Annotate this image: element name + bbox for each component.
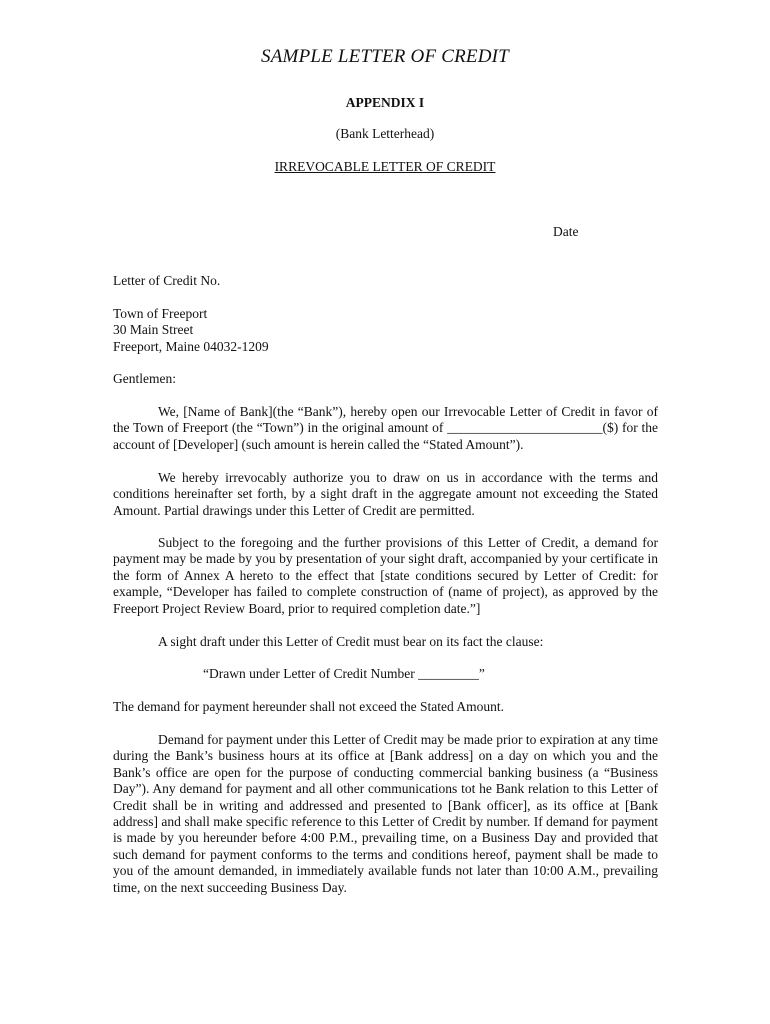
appendix-label: APPENDIX I xyxy=(345,95,425,110)
salutation: Gentlemen: xyxy=(113,371,176,386)
draft-clause: “Drawn under Letter of Credit Number _________” xyxy=(203,666,485,681)
letterhead-placeholder: (Bank Letterhead) xyxy=(335,126,435,141)
letter-heading: IRREVOCABLE LETTER OF CREDIT xyxy=(274,159,496,174)
paragraph-5: The demand for payment hereunder shall not exceed the Stated Amount. xyxy=(113,699,504,714)
date-label: Date xyxy=(553,224,579,239)
paragraph-1: We, [Name of Bank](the “Bank”), hereby open our Irrevocable Letter of Credit in favor of the Town of Freeport (the “Town”) in the original amount of _______________________($) for the account of [Developer] (such amount is herein called the “Stated Amount”). xyxy=(113,404,658,452)
paragraph-3: Subject to the foregoing and the further provisions of this Letter of Credit, a demand for payment may be made by you by presentation of your sight draft, accompanied by your certificate in the form of Annex A hereto to the effect that [state conditions secured by Letter of Credit: for example, “Developer has failed to complete construction of (name of project), as approved by the Freeport Project Review Board, prior to required completion date.”] xyxy=(113,535,658,616)
address-line-3: Freeport, Maine 04032-1209 xyxy=(113,338,269,354)
paragraph-2: We hereby irrevocably authorize you to draw on us in accordance with the terms and conditions hereinafter set forth, by a sight draft in the aggregate amount not exceeding the Stated Amount. Partial drawings under this Letter of Credit are permitted. xyxy=(113,470,658,518)
address-line-1: Town of Freeport xyxy=(113,306,208,321)
address-line-2: 30 Main Street xyxy=(113,322,194,338)
recipient-address xyxy=(113,306,658,355)
paragraph-6: Demand for payment under this Letter of Credit may be made prior to expiration at any time during the Bank’s business hours at its office at [Bank address] on a day on which you and the Bank’s office are open for the purpose of conducting commercial banking business (a “Business Day”). Any demand for payment and all other communications tot he Bank relation to this Letter of Credit shall be in writing and addressed and presented to [Bank officer], as its office at [Bank address] and shall make specific reference to this Letter of Credit by number. If demand for payment is made by you hereunder before 4:00 P.M., prevailing time, on a Business Day and provided that such demand for payment conforms to the terms and conditions hereof, payment shall be made to you of the amount demanded, in immediately available funds not later than 10:00 A.M., prevailing time, on the next succeeding Business Day. xyxy=(113,732,658,895)
document-title: SAMPLE LETTER OF CREDIT xyxy=(261,46,509,67)
credit-number-label: Letter of Credit No. xyxy=(113,273,221,288)
paragraph-4: A sight draft under this Letter of Credit must bear on its fact the clause: xyxy=(158,634,544,649)
